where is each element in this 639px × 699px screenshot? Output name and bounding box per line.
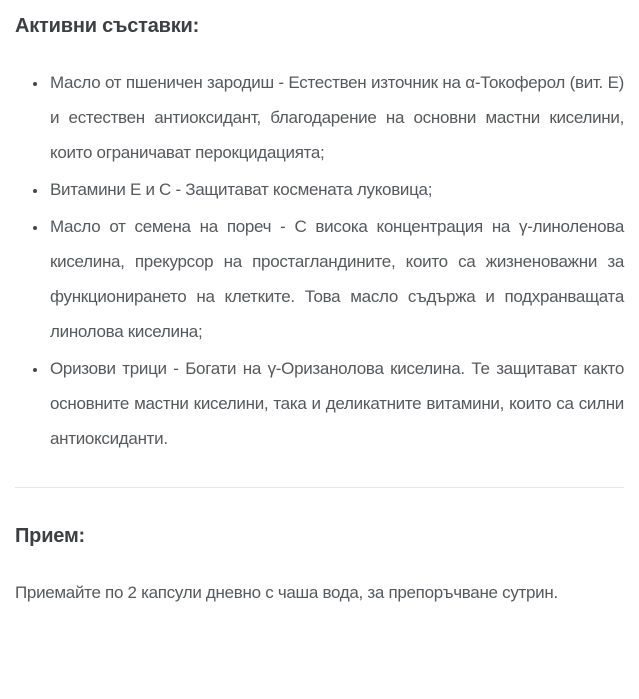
section-divider <box>15 487 624 488</box>
active-ingredients-list <box>15 65 624 456</box>
intake-section <box>15 523 624 610</box>
list-item-vitamins-e-c: • Витамини Е и С - Защитават космената луковица; <box>48 172 624 207</box>
list-item-rice-bran: • Оризови трици - Богати на γ-Оризанолова киселина. Те защитават както основните мастни киселини, така и деликатните витамини, които са силни антиоксиданти. <box>48 351 624 456</box>
list-item-wheat-germ-oil: • Масло от пшеничен зародиш - Естествен източник на α-Токоферол (вит. Е) и естествен антиоксидант, благодарение на основни мастни киселини, които ограничават перокцидацията; <box>48 65 624 170</box>
active-ingredients-heading: Активни съставки: <box>15 15 200 37</box>
active-ingredients-section <box>15 13 624 456</box>
intake-instructions-text: Приемайте по 2 капсули дневно с чаша вода, за препоръчване сутрин. <box>15 583 558 602</box>
list-item-borage-seed-oil: • Масло от семена на пореч - С висока концентрация на γ-линоленова киселина, прекурсор на простагландините, които са жизненоважни за функционирането на клетките. Това масло съдържа и подхранващата линолова киселина; <box>48 209 624 349</box>
intake-heading: Прием: <box>15 525 86 547</box>
